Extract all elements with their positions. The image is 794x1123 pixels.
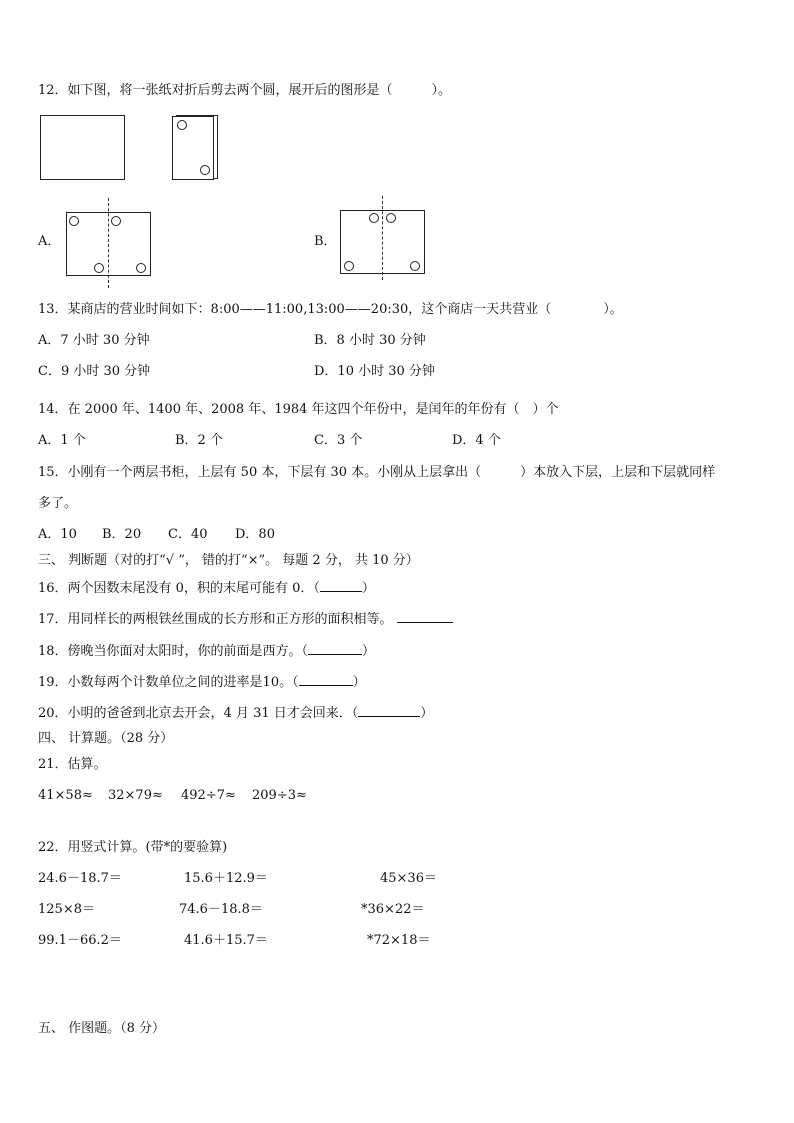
q14-option-d[interactable]: D．4 个 [452, 433, 501, 448]
q22-item: 99.1－66.2＝ [38, 933, 122, 948]
q18-paren-close: ） [362, 644, 376, 659]
q21-item: 209÷3≈ [252, 788, 307, 803]
q12-option-b-label: B． [314, 234, 337, 249]
q16-text: 16．两个因数末尾没有 0，积的末尾可能有 0．（ [38, 581, 320, 596]
q22-title: 22．用竖式计算。(带*的要验算) [38, 840, 228, 855]
q15-option-d[interactable]: D．80 [235, 527, 275, 542]
answer-blank[interactable] [397, 610, 453, 623]
q20-paren-close: ） [420, 706, 434, 721]
circle [344, 261, 354, 271]
cut-circle-top [177, 120, 187, 130]
q13-option-d[interactable]: D．10 小时 30 分钟 [314, 364, 435, 379]
circle [111, 216, 121, 226]
q22-item: 15.6＋12.9＝ [184, 871, 268, 886]
circle [386, 213, 396, 223]
q19-paren-close: ） [352, 675, 366, 690]
q18 [38, 642, 375, 660]
q21-item: 41×58≈ [38, 788, 93, 803]
q22-item: 24.6－18.7＝ [38, 871, 122, 886]
q22-item: 41.6＋15.7＝ [184, 933, 268, 948]
circle [69, 216, 79, 226]
fold-line [382, 196, 383, 280]
q12-figure-paper [40, 115, 125, 180]
q22-item: *72×18＝ [367, 933, 431, 948]
q13-text: 13．某商店的营业时间如下：8:00——11:00,13:00——20:30，这个商店一天共营业（ ）。 [38, 302, 623, 317]
answer-blank[interactable] [320, 579, 362, 592]
q13-option-c[interactable]: C．9 小时 30 分钟 [38, 364, 151, 379]
q22-item: *36×22＝ [361, 902, 425, 917]
q12-text: 12．如下图，将一张纸对折后剪去两个圆，展开后的图形是（ ）。 [38, 83, 452, 98]
q15-text-line1: 15．小刚有一个两层书柜，上层有 50 本，下层有 30 本。小刚从上层拿出（ ）本放入下层，上层和下层就同样 [38, 465, 716, 480]
q14-option-c[interactable]: C．3 个 [314, 433, 363, 448]
fold-line [108, 198, 109, 288]
answer-blank[interactable] [299, 673, 353, 686]
q14-option-a[interactable]: A．1 个 [38, 433, 86, 448]
circle [136, 263, 146, 273]
q14-option-b[interactable]: B．2 个 [175, 433, 223, 448]
circle [410, 261, 420, 271]
q22-item: 74.6－18.8＝ [179, 902, 263, 917]
section4-title: 四、 计算题。（28 分） [38, 731, 174, 746]
q12-figure-folded [172, 115, 218, 181]
q15-text-line2: 多了。 [38, 496, 78, 511]
section5-title: 五、 作图题。（8 分） [38, 1021, 166, 1036]
circle [369, 213, 379, 223]
q22-item: 125×8＝ [38, 902, 95, 917]
q14-text: 14．在 2000 年、1400 年、2008 年、1984 年这四个年份中，是闰年的年份有（ ）个 [38, 402, 559, 417]
q12-option-a-label: A． [38, 234, 61, 249]
section3-title: 三、 判断题（对的打“√ ”， 错的打“×”。 每题 2 分， 共 10 分） [38, 553, 419, 568]
q16-paren-close: ） [361, 581, 375, 596]
q22-item: 45×36＝ [380, 871, 437, 886]
q17-text: 17．用同样长的两根铁丝围成的长方形和正方形的面积相等。 [38, 612, 393, 627]
answer-blank[interactable] [358, 704, 420, 717]
q19-text: 19．小数每两个计数单位之间的进率是10。（ [38, 675, 299, 690]
q12-option-b-figure[interactable] [340, 196, 426, 280]
q13-option-a[interactable]: A．7 小时 30 分钟 [38, 333, 150, 348]
q13-option-b[interactable]: B．8 小时 30 分钟 [314, 333, 426, 348]
q15-option-c[interactable]: C．40 [168, 527, 208, 542]
paper-rectangle [40, 115, 125, 180]
q15-option-a[interactable]: A．10 [38, 527, 77, 542]
circle [94, 263, 104, 273]
q12-option-a-figure[interactable] [66, 198, 152, 288]
q18-text: 18．傍晚当你面对太阳时，你的前面是西方。（ [38, 644, 309, 659]
q21-title: 21．估算。 [38, 757, 107, 772]
q15-option-b[interactable]: B．20 [102, 527, 142, 542]
q21-item: 32×79≈ [108, 788, 163, 803]
q20-text: 20．小明的爸爸到北京去开会，4 月 31 日才会回来．（ [38, 706, 359, 721]
q21-item: 492÷7≈ [181, 788, 236, 803]
q20 [38, 704, 433, 722]
answer-blank[interactable] [308, 642, 362, 655]
cut-circle-bottom [200, 165, 210, 175]
q16 [38, 579, 375, 597]
q17 [38, 610, 453, 628]
q19 [38, 673, 366, 691]
